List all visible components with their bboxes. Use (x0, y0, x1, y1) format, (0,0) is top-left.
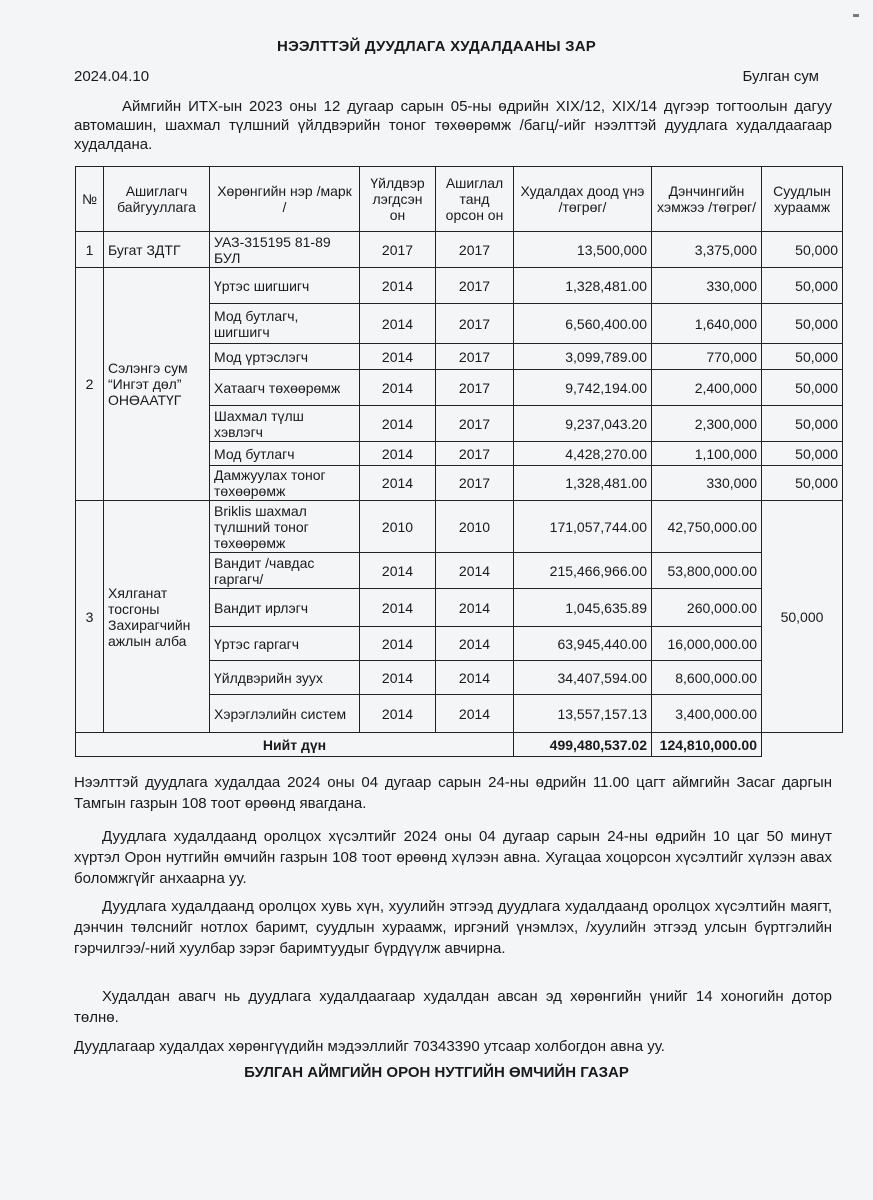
deposit-cell: 1,640,000 (652, 304, 762, 344)
asset-name-cell: Briklis шахмал түлшний тоног төхөөрөмж (210, 501, 360, 553)
issuer-name: БУЛГАН АЙМГИЙН ОРОН НУТГИЙН ӨМЧИЙН ГАЗАР (244, 1064, 629, 1081)
commissioned-year-cell: 2014 (436, 627, 514, 661)
group-number-cell: 3 (76, 501, 104, 733)
seat-fee-cell: 50,000 (762, 344, 843, 370)
deposit-cell: 16,000,000.00 (652, 627, 762, 661)
asset-name-cell: Үйлдвэрийн зуух (210, 661, 360, 695)
paragraph-auction-time: Нээлттэй дуудлага худалдаа 2024 оны 04 дугаар сарын 24-ны өдрийн 11.00 цагт аймгийн Засаг даргын Тамгын газрын 108 тоот өрөөнд явагдана. (74, 774, 832, 812)
deposit-cell: 3,400,000.00 (652, 695, 762, 733)
asset-name-cell: Мод бутлагч, шигшигч (210, 304, 360, 344)
minimum-price-cell: 1,328,481.00 (514, 268, 652, 304)
commissioned-year-cell: 2017 (436, 304, 514, 344)
manufactured-year-cell: 2014 (360, 695, 436, 733)
total-row (76, 733, 843, 757)
table-row (76, 501, 843, 553)
manufactured-year-cell: 2010 (360, 501, 436, 553)
commissioned-year-cell: 2014 (436, 553, 514, 589)
minimum-price-cell: 34,407,594.00 (514, 661, 652, 695)
deposit-cell: 53,800,000.00 (652, 553, 762, 589)
document-title: НЭЭЛТТЭЙ ДУУДЛАГА ХУДАЛДААНЫ ЗАР (277, 38, 596, 55)
deposit-cell: 2,300,000 (652, 406, 762, 442)
table-header-row (76, 167, 843, 232)
commissioned-year-cell: 2017 (436, 268, 514, 304)
table-body (76, 232, 843, 757)
deposit-cell: 42,750,000.00 (652, 501, 762, 553)
document-date: 2024.04.10 (74, 68, 150, 85)
seat-fee-cell: 50,000 (762, 406, 843, 442)
asset-name-cell: Вандит ирлэгч (210, 589, 360, 627)
seat-fee-cell: 50,000 (762, 501, 843, 733)
deposit-cell: 8,600,000.00 (652, 661, 762, 695)
organization-cell: Хялганат тосгоны Захирагчийн ажлын алба (104, 501, 210, 733)
manufactured-year-cell: 2014 (360, 466, 436, 501)
commissioned-year-cell: 2017 (436, 232, 514, 268)
asset-name-cell: Мод бутлагч (210, 442, 360, 466)
asset-name-cell: Дамжуулах тоног төхөөрөмж (210, 466, 360, 501)
paragraph-contact: Дуудлагаар худалдах хөрөнгүүдийн мэдээллийг 70343390 утсаар холбогдон авна уу. (74, 1038, 665, 1055)
minimum-price-cell: 63,945,440.00 (514, 627, 652, 661)
asset-name-cell: Үртэс гаргагч (210, 627, 360, 661)
seat-fee-cell: 50,000 (762, 268, 843, 304)
total-price-cell: 499,480,537.02 (514, 733, 652, 757)
seat-fee-cell: 50,000 (762, 370, 843, 406)
manufactured-year-cell: 2014 (360, 268, 436, 304)
group-number-cell: 2 (76, 268, 104, 501)
minimum-price-cell: 9,237,043.20 (514, 406, 652, 442)
manufactured-year-cell: 2014 (360, 661, 436, 695)
deposit-cell: 330,000 (652, 466, 762, 501)
seat-fee-cell: 50,000 (762, 442, 843, 466)
table-row (76, 268, 843, 304)
paragraph-required-documents: Дуудлага худалдаанд оролцох хувь хүн, хуулийн этгээд дуудлага худалдаанд оролцох хүсэлтийн маягт, дэнчин төлснийг нотлох баримт, суудлын хураамж, иргэний үнэмлэх, /хуулийн этгээд улсын бүртгэлийн гэрчилгээ/-ний хуулбар зэрэг баримтуудыг бүрдүүлж авчирна. (74, 898, 832, 957)
col-header-deposit: Дэнчингийн хэмжээ /төгрөг/ (652, 167, 762, 232)
deposit-cell: 1,100,000 (652, 442, 762, 466)
col-header-seat-fee: Суудлын хураамж (762, 167, 843, 232)
manufactured-year-cell: 2014 (360, 344, 436, 370)
minimum-price-cell: 1,328,481.00 (514, 466, 652, 501)
col-header-minimum-price: Худалдах доод үнэ /төгрөг/ (514, 167, 652, 232)
col-header-asset-name: Хөрөнгийн нэр /марк / (210, 167, 360, 232)
commissioned-year-cell: 2014 (436, 589, 514, 627)
asset-name-cell: УАЗ-315195 81-89 БУЛ (210, 232, 360, 268)
paragraph-payment-term: Худалдан авагч нь дуудлага худалдаагаар худалдан авсан эд хөрөнгийн үнийг 14 хоногийн дотор төлнө. (74, 988, 832, 1026)
minimum-price-cell: 171,057,744.00 (514, 501, 652, 553)
commissioned-year-cell: 2017 (436, 406, 514, 442)
asset-name-cell: Хэрэглэлийн систем (210, 695, 360, 733)
asset-name-cell: Вандит /чавдас гаргагч/ (210, 553, 360, 589)
deposit-cell: 3,375,000 (652, 232, 762, 268)
intro-paragraph: Аймгийн ИТХ-ын 2023 оны 12 дугаар сарын 05-ны өдрийн XIX/12, XIX/14 дүгээр тогтоолын дагуу автомашин, шахмал түлшний үйлдвэрийн тоног төхөөрөмж /багц/-ийг нээлттэй дуудлага худалдаагаар худалдана. (74, 98, 832, 153)
total-label-cell: Нийт дүн (76, 733, 514, 757)
col-header-manufactured-year: Үйлдвэр лэгдсэн он (360, 167, 436, 232)
group-number-cell: 1 (76, 232, 104, 268)
minimum-price-cell: 9,742,194.00 (514, 370, 652, 406)
organization-cell: Сэлэнгэ сум “Ингэт дөл” ОНӨААТҮГ (104, 268, 210, 501)
table-row (76, 232, 843, 268)
minimum-price-cell: 4,428,270.00 (514, 442, 652, 466)
col-header-number: № (76, 167, 104, 232)
deposit-cell: 330,000 (652, 268, 762, 304)
commissioned-year-cell: 2010 (436, 501, 514, 553)
seat-fee-cell: 50,000 (762, 466, 843, 501)
paragraph-request-deadline: Дуудлага худалдаанд оролцох хүсэлтийг 2024 оны 04 дугаар сарын 24-ны өдрийн 10 цаг 50 минут хүртэл Орон нутгийн өмчийн газрын 108 тоот өрөөнд хүлээн авна. Хугацаа хоцорсон хүсэлтийг хүлээн авах боломжгүйг анхаарна уу. (74, 828, 832, 887)
asset-name-cell: Үртэс шигшигч (210, 268, 360, 304)
manufactured-year-cell: 2014 (360, 627, 436, 661)
deposit-cell: 260,000.00 (652, 589, 762, 627)
manufactured-year-cell: 2014 (360, 442, 436, 466)
manufactured-year-cell: 2014 (360, 370, 436, 406)
seat-fee-cell: 50,000 (762, 232, 843, 268)
commissioned-year-cell: 2017 (436, 370, 514, 406)
minimum-price-cell: 215,466,966.00 (514, 553, 652, 589)
auction-table (75, 166, 843, 757)
minimum-price-cell: 13,500,000 (514, 232, 652, 268)
total-deposit-cell: 124,810,000.00 (652, 733, 762, 757)
col-header-commissioned-year: Ашиглал танд орсон он (436, 167, 514, 232)
minimum-price-cell: 1,045,635.89 (514, 589, 652, 627)
minimum-price-cell: 3,099,789.00 (514, 344, 652, 370)
minimum-price-cell: 13,557,157.13 (514, 695, 652, 733)
manufactured-year-cell: 2017 (360, 232, 436, 268)
manufactured-year-cell: 2014 (360, 589, 436, 627)
asset-name-cell: Хатаагч төхөөрөмж (210, 370, 360, 406)
document-place: Булган сум (742, 68, 819, 85)
commissioned-year-cell: 2017 (436, 344, 514, 370)
minimum-price-cell: 6,560,400.00 (514, 304, 652, 344)
commissioned-year-cell: 2014 (436, 695, 514, 733)
organization-cell: Бугат ЗДТГ (104, 232, 210, 268)
scan-mark (853, 14, 859, 17)
manufactured-year-cell: 2014 (360, 553, 436, 589)
commissioned-year-cell: 2017 (436, 466, 514, 501)
asset-name-cell: Шахмал түлш хэвлэгч (210, 406, 360, 442)
commissioned-year-cell: 2014 (436, 661, 514, 695)
commissioned-year-cell: 2017 (436, 442, 514, 466)
asset-name-cell: Мод үртэслэгч (210, 344, 360, 370)
deposit-cell: 2,400,000 (652, 370, 762, 406)
seat-fee-cell: 50,000 (762, 304, 843, 344)
deposit-cell: 770,000 (652, 344, 762, 370)
manufactured-year-cell: 2014 (360, 406, 436, 442)
manufactured-year-cell: 2014 (360, 304, 436, 344)
col-header-organization: Ашиглагч байгууллага (104, 167, 210, 232)
